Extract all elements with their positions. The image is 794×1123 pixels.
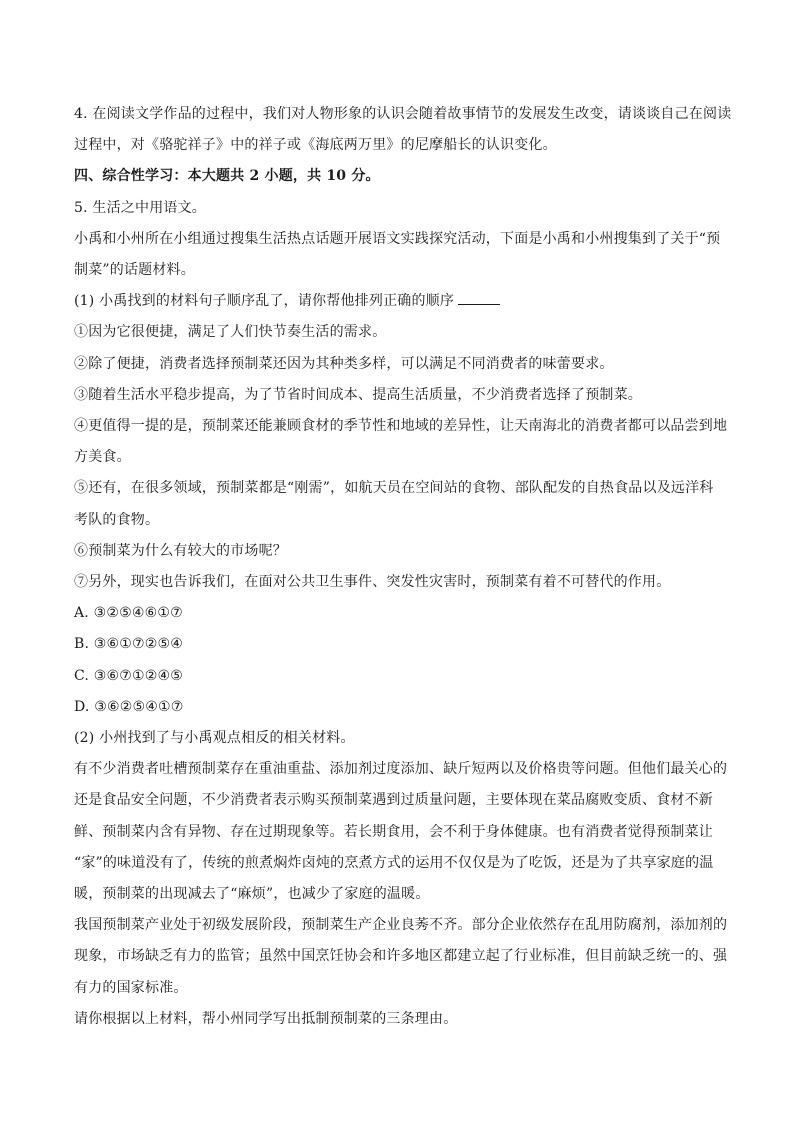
material-1-line-1: 有不少消费者吐槽预制菜存在重油重盐、添加剂过度添加、缺斤短两以及价格贵等问题。但他们最关心的 bbox=[74, 761, 728, 778]
sentence-5-line-2: 考队的食物。 bbox=[74, 511, 160, 528]
sentence-7: ⑦另外，现实也告诉我们，在面对公共卫生事件、突发性灾害时，预制菜有着不可替代的作用。 bbox=[74, 574, 671, 591]
document-body bbox=[74, 99, 732, 1035]
part-2-task: 请你根据以上材料，帮小州同学写出抵制预制菜的三条理由。 bbox=[74, 1010, 458, 1027]
sentence-1: ①因为它很便捷，满足了人们快节奏生活的需求。 bbox=[74, 324, 387, 341]
option-b[interactable]: B. ③⑥①⑦②⑤④ bbox=[74, 636, 184, 653]
sentence-5-line-1: ⑤还有，在很多领域，预制菜都是“刚需”，如航天员在空间站的食物、部队配发的自热食品以及远洋科 bbox=[74, 480, 714, 497]
part-1-prompt-line bbox=[74, 286, 722, 317]
material-1-line-4: “家”的味道没有了，传统的煎煮焖炸卤炖的烹煮方式的运用不仅仅是为了吃饭，还是为了共享家庭的温 bbox=[74, 854, 714, 871]
material-1-line-2: 还是食品安全问题，不少消费者表示购买预制菜遇到过质量问题，主要体现在菜品腐败变质、食材不新 bbox=[74, 792, 713, 809]
option-d[interactable]: D. ③⑥②⑤④①⑦ bbox=[74, 698, 184, 715]
material-2-line-2: 现象，市场缺乏有力的监管；虽然中国烹饪协会和许多地区都建立起了行业标准，但目前缺乏统一的、强 bbox=[74, 948, 728, 965]
question-4-line-1: 4. 在阅读文学作品的过程中，我们对人物形象的认识会随着故事情节的发展发生改变，请谈谈自己在阅读 bbox=[74, 106, 732, 122]
part-2-prompt: (2) 小州找到了与小禹观点相反的相关材料。 bbox=[74, 730, 355, 747]
sentence-4-line-2: 方美食。 bbox=[74, 449, 131, 466]
sentence-3: ③随着生活水平稳步提高，为了节省时间成本、提高生活质量，不少消费者选择了预制菜。 bbox=[74, 386, 642, 403]
sentence-4-line-1: ④更值得一提的是，预制菜还能兼顾食材的季节性和地域的差异性，让天南海北的消费者都可以品尝到地 bbox=[74, 418, 728, 435]
material-2-line-1: 我国预制菜产业处于初级发展阶段，预制菜生产企业良莠不齐。部分企业依然存在乱用防腐剂，添加剂的 bbox=[74, 917, 728, 934]
question-5-title: 5. 生活之中用语文。 bbox=[74, 199, 207, 216]
question-5-intro-line-1: 小禹和小州所在小组通过搜集生活热点话题开展语文实践探究活动，下面是小禹和小州搜集到了关于“预 bbox=[74, 230, 721, 247]
sentence-6: ⑥预制菜为什么有较大的市场呢？ bbox=[74, 542, 287, 559]
option-c[interactable]: C. ③⑥⑦①②④⑤ bbox=[74, 667, 183, 684]
material-1-line-5: 暖，预制菜的出现减去了“麻烦”，也减少了家庭的温暖。 bbox=[74, 886, 430, 903]
question-4-line-2: 过程中，对《骆驼祥子》中的祥子或《海底两万里》的尼摩船长的认识变化。 bbox=[74, 137, 557, 154]
answer-blank[interactable] bbox=[458, 290, 500, 305]
material-2-line-3: 有力的国家标准。 bbox=[74, 979, 188, 996]
option-a[interactable]: A. ③②⑤④⑥①⑦ bbox=[74, 605, 183, 622]
sentence-2: ②除了便捷，消费者选择预制菜还因为其种类多样，可以满足不同消费者的味蕾要求。 bbox=[74, 355, 614, 372]
part-1-prompt: (1) 小禹找到的材料句子顺序乱了，请你帮他排列正确的顺序 bbox=[74, 293, 455, 310]
question-5-intro-line-2: 制菜”的话题材料。 bbox=[74, 262, 195, 279]
section-4-heading: 四、综合性学习：本大题共 2 小题，共 10 分。 bbox=[74, 168, 380, 185]
material-1-line-3: 鲜、预制菜内含有异物、存在过期现象等。若长期食用，会不利于身体健康。也有消费者觉得预制菜让 bbox=[74, 823, 713, 840]
